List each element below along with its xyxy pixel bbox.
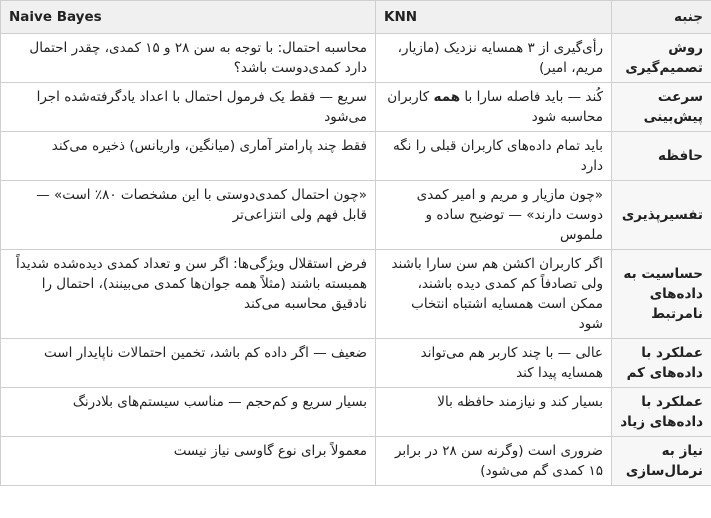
table-row xyxy=(1,83,711,132)
aspect-cell: تفسیرپذیری xyxy=(612,181,711,250)
knn-cell: ضروری است (وگرنه سن ۲۸ در برابر ۱۵ کمدی گم می‌شود) xyxy=(376,437,612,486)
naive-bayes-cell: فقط چند پارامتر آماری (میانگین، واریانس) ذخیره می‌کند xyxy=(1,132,376,181)
aspect-cell: نیاز به نرمال‌سازی xyxy=(612,437,711,486)
table-row xyxy=(1,34,711,83)
table-row xyxy=(1,181,711,250)
knn-cell: «چون مازیار و مریم و امیر کمدی دوست دارند» — توضیح ساده و ملموس xyxy=(376,181,612,250)
aspect-cell: حساسیت به داده‌های نامرتبط xyxy=(612,250,711,339)
naive-bayes-cell: «چون احتمال کمدی‌دوستی با این مشخصات ۸۰٪ است» — قابل فهم ولی انتزاعی‌تر xyxy=(1,181,376,250)
knn-text-part: کاربران محاسبه شود xyxy=(387,89,603,125)
table-row xyxy=(1,339,711,388)
naive-bayes-cell: معمولاً برای نوع گاوسی نیاز نیست xyxy=(1,437,376,486)
table-row xyxy=(1,132,711,181)
aspect-cell: عملکرد با داده‌های کم xyxy=(612,339,711,388)
knn-cell: بسیار کند و نیازمند حافظه بالا xyxy=(376,388,612,437)
naive-bayes-cell: بسیار سریع و کم‌حجم — مناسب سیستم‌های بلادرنگ xyxy=(1,388,376,437)
table-header xyxy=(1,1,711,34)
knn-cell: عالی — با چند کاربر هم می‌تواند همسایه پیدا کند xyxy=(376,339,612,388)
knn-cell xyxy=(376,83,612,132)
table-row xyxy=(1,388,711,437)
aspect-cell: حافظه xyxy=(612,132,711,181)
header-aspect: جنبه xyxy=(612,1,711,34)
knn-cell: اگر کاربران اکشن هم سن سارا باشند ولی تصادفاً کم کمدی دیده باشند، ممکن است همسایه اشتباه انتخاب شود xyxy=(376,250,612,339)
header-row xyxy=(1,1,711,34)
knn-emphasis: همه xyxy=(433,89,461,105)
naive-bayes-cell: محاسبه احتمال: با توجه به سن ۲۸ و ۱۵ کمدی، چقدر احتمال دارد کمدی‌دوست باشد؟ xyxy=(1,34,376,83)
naive-bayes-cell: سریع — فقط یک فرمول احتمال با اعداد یادگرفته‌شده اجرا می‌شود xyxy=(1,83,376,132)
naive-bayes-cell: فرض استقلال ویژگی‌ها: اگر سن و تعداد کمدی دیده‌شده شدیداً همبسته باشند (مثلاً همه جوان‌ها کمدی می‌بینند)، احتمال را نادقیق محاسبه می‌کند xyxy=(1,250,376,339)
table-body xyxy=(1,34,711,486)
table-row xyxy=(1,250,711,339)
table-row xyxy=(1,437,711,486)
naive-bayes-cell: ضعیف — اگر داده کم باشد، تخمین احتمالات ناپایدار است xyxy=(1,339,376,388)
knn-text-part: کُند — باید فاصله سارا با xyxy=(460,89,603,105)
aspect-cell: سرعت پیش‌بینی xyxy=(612,83,711,132)
aspect-cell: روش تصمیم‌گیری xyxy=(612,34,711,83)
aspect-cell: عملکرد با داده‌های زیاد xyxy=(612,388,711,437)
header-knn: KNN xyxy=(376,1,612,34)
knn-cell: باید تمام داده‌های کاربران قبلی را نگه دارد xyxy=(376,132,612,181)
knn-cell: رأی‌گیری از ۳ همسایه نزدیک (مازیار، مریم، امیر) xyxy=(376,34,612,83)
header-naive-bayes: Naive Bayes xyxy=(1,1,376,34)
